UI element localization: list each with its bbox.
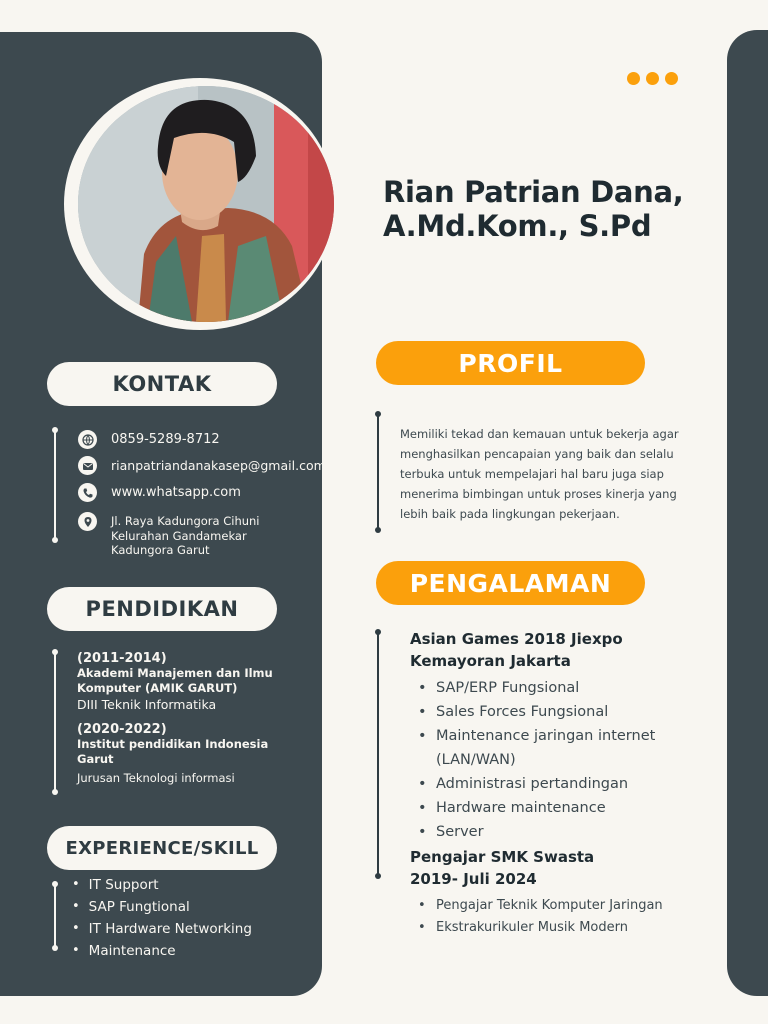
list-item: • SAP Fungtional bbox=[72, 896, 252, 918]
phone-icon bbox=[78, 483, 97, 502]
duty-text: Maintenance jaringan internet bbox=[436, 728, 656, 744]
profile-timeline-line bbox=[377, 414, 379, 530]
education-entry bbox=[77, 651, 297, 713]
phone-number[interactable]: 0859-5289-8712 bbox=[111, 432, 220, 447]
address-text bbox=[111, 514, 281, 558]
list-item: • Maintenance jaringan internet bbox=[418, 724, 678, 748]
contact-address-row bbox=[78, 514, 281, 558]
contact-phone-row bbox=[78, 430, 220, 449]
profile-line: terbuka untuk mempelajari hal baru juga siap bbox=[400, 467, 664, 481]
education-school: Komputer (AMIK GARUT) bbox=[77, 681, 238, 695]
duty-text: Sales Forces Fungsional bbox=[436, 704, 609, 720]
skills-heading: EXPERIENCE/SKILL bbox=[47, 826, 277, 870]
list-item: • Sales Forces Fungsional bbox=[418, 700, 678, 724]
list-item: • Pengajar Teknik Komputer Jaringan bbox=[418, 895, 663, 917]
globe-icon bbox=[78, 430, 97, 449]
address-line: Jl. Raya Kadungora Cihuni bbox=[111, 514, 260, 528]
website-link[interactable]: www.whatsapp.com bbox=[111, 485, 241, 500]
job-duties-list bbox=[418, 676, 678, 844]
job-title bbox=[410, 628, 710, 672]
list-item: • IT Support bbox=[72, 874, 252, 896]
right-decorative-bar bbox=[727, 30, 768, 996]
job-title-line: Kemayoran Jakarta bbox=[410, 652, 571, 670]
contact-heading: KONTAK bbox=[47, 362, 277, 406]
profile-heading: PROFIL bbox=[376, 341, 645, 385]
dot-icon bbox=[627, 72, 640, 85]
profile-line: menghasilkan pencapaian yang baik dan selalu bbox=[400, 447, 674, 461]
list-item: • Hardware maintenance bbox=[418, 796, 678, 820]
list-item: • SAP/ERP Fungsional bbox=[418, 676, 678, 700]
page-title bbox=[383, 175, 713, 243]
duty-text: Hardware maintenance bbox=[436, 800, 606, 816]
skills-list bbox=[72, 874, 252, 962]
skills-timeline-line bbox=[54, 884, 56, 948]
education-major: DIII Teknik Informatika bbox=[77, 697, 217, 712]
education-school: Garut bbox=[77, 752, 114, 766]
duty-text: Server bbox=[436, 824, 484, 840]
education-school: Institut pendidikan Indonesia bbox=[77, 737, 269, 751]
experience-heading: PENGALAMAN bbox=[376, 561, 645, 605]
list-item: • IT Hardware Networking bbox=[72, 918, 252, 940]
contact-website-row bbox=[78, 483, 241, 502]
duty-text: SAP/ERP Fungsional bbox=[436, 680, 580, 696]
job-duties-list bbox=[418, 895, 663, 939]
education-entry bbox=[77, 722, 297, 787]
name-line: Rian Patrian Dana, bbox=[383, 175, 684, 209]
location-pin-icon bbox=[78, 512, 97, 531]
address-line: Kelurahan Gandamekar bbox=[111, 528, 247, 543]
profile-line: lebih baik pada lingkungan pekerjaan. bbox=[400, 507, 620, 521]
dot-icon bbox=[646, 72, 659, 85]
profile-line: menerima bimbingan untuk proses kinerja yang bbox=[400, 487, 677, 501]
profile-line: Memiliki tekad dan kemauan untuk bekerja agar bbox=[400, 427, 679, 441]
job-title-line: 2019- Juli 2024 bbox=[410, 870, 537, 888]
duty-text: Ekstrakurikuler Musik Modern bbox=[436, 920, 628, 935]
education-years: (2020-2022) bbox=[77, 722, 167, 737]
duty-text: Administrasi pertandingan bbox=[436, 776, 629, 792]
list-item: • Server bbox=[418, 820, 678, 844]
education-major: Jurusan Teknologi informasi bbox=[77, 771, 235, 785]
email-address[interactable]: rianpatriandanakasep@gmail.com bbox=[111, 458, 326, 473]
job-title-line: Asian Games 2018 Jiexpo bbox=[410, 630, 623, 648]
list-item bbox=[418, 748, 678, 772]
education-heading: PENDIDIKAN bbox=[47, 587, 277, 631]
job-title bbox=[410, 846, 710, 890]
education-years: (2011-2014) bbox=[77, 651, 167, 666]
contact-email-row bbox=[78, 456, 326, 475]
education-timeline-line bbox=[54, 652, 56, 792]
profile-summary bbox=[400, 424, 700, 524]
duty-text: Pengajar Teknik Komputer Jaringan bbox=[436, 898, 663, 913]
decorative-dots bbox=[627, 72, 678, 85]
list-item: • Maintenance bbox=[72, 940, 252, 962]
job-title-line: Pengajar SMK Swasta bbox=[410, 848, 595, 866]
experience-timeline-line bbox=[377, 632, 379, 876]
profile-photo bbox=[78, 86, 334, 322]
education-school: Akademi Manajemen dan Ilmu bbox=[77, 666, 273, 680]
dot-icon bbox=[665, 72, 678, 85]
duty-text: (LAN/WAN) bbox=[436, 752, 516, 768]
contact-timeline-line bbox=[54, 430, 56, 540]
address-line: Kadungora Garut bbox=[111, 543, 210, 557]
list-item: • Administrasi pertandingan bbox=[418, 772, 678, 796]
name-line: A.Md.Kom., S.Pd bbox=[383, 209, 652, 243]
list-item: • Ekstrakurikuler Musik Modern bbox=[418, 917, 663, 939]
mail-icon bbox=[78, 456, 97, 475]
